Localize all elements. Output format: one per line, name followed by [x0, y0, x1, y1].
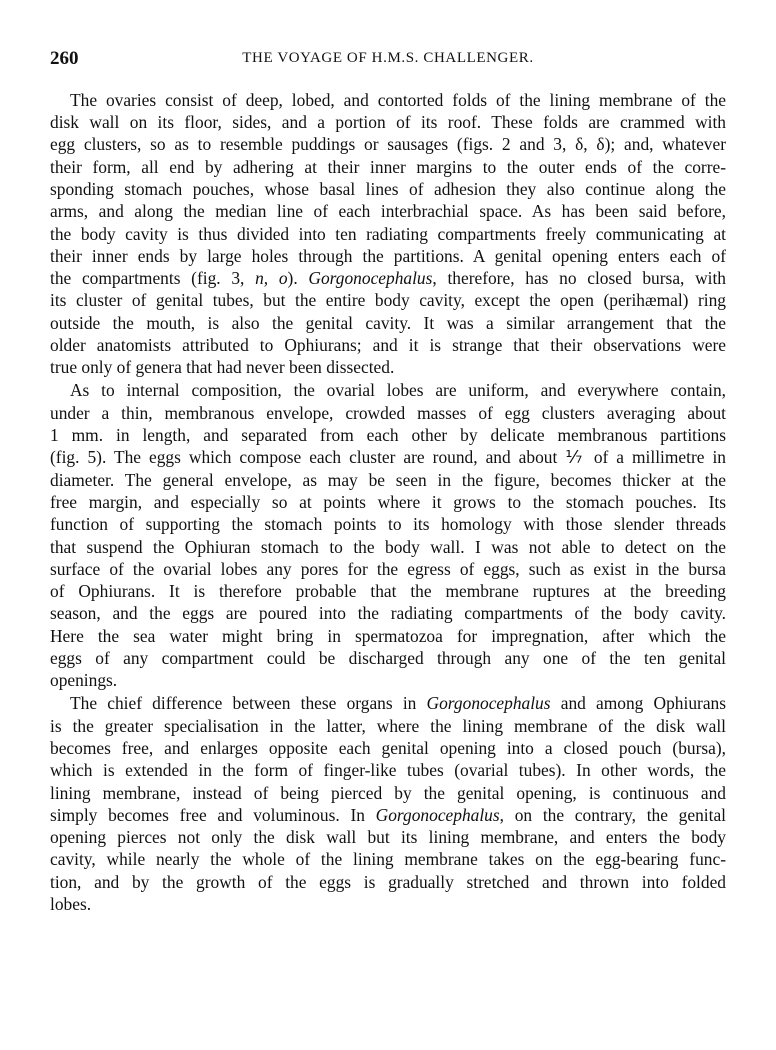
italic-term: Gorgonocephalus: [426, 693, 551, 714]
text-line: 1 mm. in length, and separated from each other by delicate membranous partitions: [50, 425, 726, 446]
text-line: cavity, while nearly the whole of the lining membrane takes on the egg-bearing func-: [50, 849, 726, 870]
text-segment: simply becomes free and voluminous. In: [50, 804, 376, 825]
paragraph: [50, 692, 726, 915]
text-line: eggs of any compartment could be discharged through any one of the ten genital: [50, 648, 726, 669]
italic-term: Gorgonocephalus: [308, 268, 433, 289]
paragraph: [50, 89, 726, 379]
text-segment: , therefore, has no closed bursa, with: [432, 268, 726, 289]
text-segment: and among Ophiurans: [550, 693, 726, 714]
text-line: the body cavity is thus divided into ten radiating compartments freely communicating at: [50, 223, 726, 244]
text-segment: ).: [287, 268, 309, 289]
text-line: becomes free, and enlarges opposite each genital opening into a closed pouch (bursa),: [50, 738, 726, 758]
text-line: older anatomists attributed to Ophiurans; and it is strange that their observations were: [50, 335, 726, 356]
text-line: diameter. The general envelope, as may be seen in the figure, becomes thicker at the: [50, 469, 726, 490]
text-line: lobes.: [50, 894, 92, 915]
text-line: under a thin, membranous envelope, crowded masses of egg clusters averaging about: [50, 402, 726, 423]
text-line: surface of the ovarial lobes any pores for the egress of eggs, such as exist in the bursa: [50, 558, 726, 579]
italic-term: Gorgonocephalus: [375, 804, 500, 825]
text-line: (fig. 5). The eggs which compose each cluster are round, and about ⅐ of a millimetre in: [50, 447, 726, 468]
running-header: [50, 48, 726, 72]
italic-term: n, o: [255, 268, 288, 289]
text-line: [50, 804, 726, 826]
text-line: [50, 267, 726, 289]
text-segment: , on the contrary, the genital: [499, 804, 726, 825]
text-line: lining membrane, instead of being pierced by the genital opening, is continuous and: [50, 782, 726, 803]
text-line: The ovaries consist of deep, lobed, and contorted folds of the lining membrane of the: [70, 89, 726, 110]
running-title: THE VOYAGE OF H.M.S. CHALLENGER.: [242, 50, 534, 66]
text-line: of Ophiurans. It is therefore probable that the membrane ruptures at the breeding: [50, 581, 726, 602]
text-line: that suspend the Ophiuran stomach to the body wall. I was not able to detect on the: [50, 536, 726, 557]
text-line: openings.: [50, 670, 118, 691]
text-line: arms, and along the median line of each interbrachial space. As has been said before,: [50, 201, 726, 222]
text-line: its cluster of genital tubes, but the entire body cavity, except the open (perihæmal) ring: [50, 290, 726, 311]
body-text: [50, 88, 726, 915]
paragraph: [50, 379, 726, 691]
text-line: function of supporting the stomach points to its homology with those slender threads: [50, 514, 726, 535]
text-line: is the greater specialisation in the latter, where the lining membrane of the disk wall: [50, 715, 726, 736]
text-line: As to internal composition, the ovarial lobes are uniform, and everywhere contain,: [70, 380, 726, 401]
text-segment: The chief difference between these organs in: [70, 693, 427, 714]
text-line: free margin, and especially so at points where it grows to the stomach pouches. Its: [50, 491, 726, 512]
text-line: outside the mouth, is also the genital cavity. It was a similar arrangement that the: [50, 312, 726, 333]
text-line: disk wall on its floor, sides, and a portion of its roof. These folds are crammed with: [50, 112, 726, 133]
text-line: season, and the eggs are poured into the radiating compartments of the body cavity.: [50, 603, 726, 624]
text-segment: the compartments (fig. 3,: [50, 268, 256, 289]
text-line: sponding stomach pouches, whose basal lines of adhesion they also continue along the: [50, 178, 726, 199]
text-line: opening pierces not only the disk wall but its lining membrane, and enters the body: [50, 827, 726, 848]
text-line: egg clusters, so as to resemble puddings or sausages (figs. 2 and 3, δ, δ); and, whatever: [50, 134, 726, 155]
page-number: 260: [50, 48, 79, 69]
text-line: Here the sea water might bring in spermatozoa for impregnation, after which the: [50, 625, 726, 646]
text-line: tion, and by the growth of the eggs is gradually stretched and thrown into folded: [50, 871, 726, 892]
text-line: their form, all end by adhering at their inner margins to the outer ends of the corre-: [50, 156, 726, 177]
text-line: true only of genera that had never been dissected.: [50, 357, 395, 378]
text-line: [50, 692, 726, 714]
text-line: their inner ends by large holes through the partitions. A genital opening enters each of: [50, 245, 726, 266]
text-line: which is extended in the form of finger-like tubes (ovarial tubes). In other words, the: [50, 760, 726, 781]
